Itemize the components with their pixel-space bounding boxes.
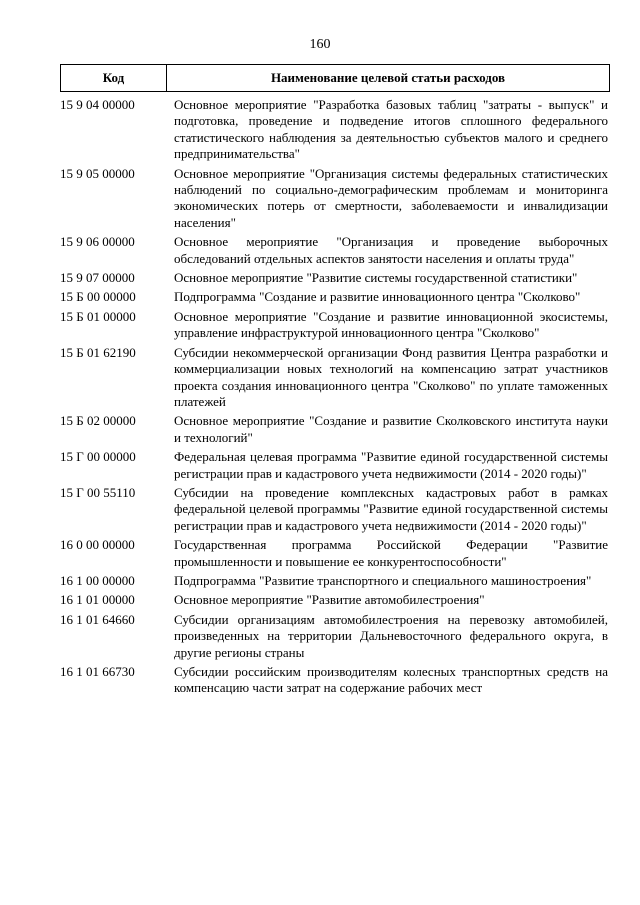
row-description: Субсидии российским производителям колесных транспортных средств на компенсацию части затрат на содержание рабочих мест	[174, 664, 608, 696]
table-row	[60, 345, 610, 411]
row-code: 15 Б 01 62190	[60, 344, 136, 360]
row-code: 15 Г 00 00000	[60, 449, 136, 465]
column-header-name: Наименование целевой статьи расходов	[270, 70, 506, 85]
row-description: Субсидии некоммерческой организации Фонд развития Центра разработки и коммерциализации новых технологий на компенсацию затрат участников проекта создания инновационного центра "Сколково" по уплате таможенных платежей	[174, 344, 608, 409]
table-row	[60, 413, 610, 446]
table-row	[60, 97, 610, 163]
column-header-code: Код	[61, 65, 167, 91]
table-row	[60, 664, 610, 697]
table-row	[60, 270, 610, 286]
row-code: 15 Б 01 00000	[60, 308, 136, 324]
row-description: Государственная программа Российской Федерации "Развитие промышленности и повышение ее конкурентоспособности"	[174, 537, 608, 569]
row-description: Субсидии на проведение комплексных кадастровых работ в рамках федеральной целевой программы "Развитие единой государственной системы регистрации прав и кадастрового учета недвижимости (2014 - 2020 годы)"	[174, 484, 608, 533]
row-description: Основное мероприятие "Развитие автомобилестроения"	[174, 592, 485, 608]
table-row	[60, 289, 610, 305]
row-code: 16 1 01 66730	[60, 664, 135, 679]
table-row	[60, 166, 610, 232]
row-code: 15 9 05 00000	[60, 165, 135, 181]
row-description: Федеральная целевая программа "Развитие единой государственной системы регистрации прав и кадастрового учета недвижимости (2014 - 2020 годы)"	[174, 449, 608, 481]
table-row	[60, 573, 610, 589]
table-row	[60, 234, 610, 267]
row-code: 15 9 04 00000	[60, 97, 135, 112]
row-description: Основное мероприятие "Создание и развитие инновационной экосистемы, управление инфраструктурой инновационного центра "Сколково"	[174, 308, 608, 341]
row-code: 15 9 06 00000	[60, 234, 135, 250]
row-description: Подпрограмма "Развитие транспортного и специального машиностроения"	[174, 572, 592, 588]
row-code: 16 0 00 00000	[60, 537, 135, 553]
table-row	[60, 449, 610, 482]
row-description: Субсидии организациям автомобилестроения на перевозку автомобилей, произведенных на территории Дальневосточного федерального округа, в другие регионы страны	[174, 611, 608, 660]
table-row	[60, 537, 610, 570]
row-code: 16 1 01 00000	[60, 592, 135, 608]
row-description: Основное мероприятие "Разработка базовых таблиц "затраты - выпуск" и подготовка, проведение и подведение итогов сплошного федерального статистического наблюдения за деятельностью субъектов малого и среднего предпринимательства"	[174, 97, 608, 162]
page-number: 160	[309, 37, 331, 52]
row-code: 16 1 00 00000	[60, 572, 135, 588]
row-description: Основное мероприятие "Организация и проведение выборочных обследований отдельных аспектов занятости населения и оплаты труда"	[174, 234, 608, 266]
row-code: 15 9 07 00000	[60, 270, 135, 286]
row-description: Основное мероприятие "Организация системы федеральных статистических наблюдений по социально-демографическим проблемам и мониторинга экономических потерь от смертности, заболеваемости и инвалидизации населения"	[174, 165, 608, 230]
table-row	[60, 309, 610, 342]
row-code: 15 Б 02 00000	[60, 413, 136, 429]
table-row	[60, 592, 610, 608]
row-description: Основное мероприятие "Развитие системы государственной статистики"	[174, 270, 578, 286]
table-header	[60, 64, 610, 92]
row-code: 16 1 01 64660	[60, 611, 135, 627]
row-description: Подпрограмма "Создание и развитие инновационного центра "Сколково"	[174, 289, 581, 305]
row-description: Основное мероприятие "Создание и развитие Сколковского института науки и технологий"	[174, 413, 608, 445]
table-row	[60, 485, 610, 534]
row-code: 15 Г 00 55110	[60, 484, 136, 500]
table-body	[60, 97, 610, 700]
row-code: 15 Б 00 00000	[60, 289, 136, 305]
table-row	[60, 612, 610, 661]
